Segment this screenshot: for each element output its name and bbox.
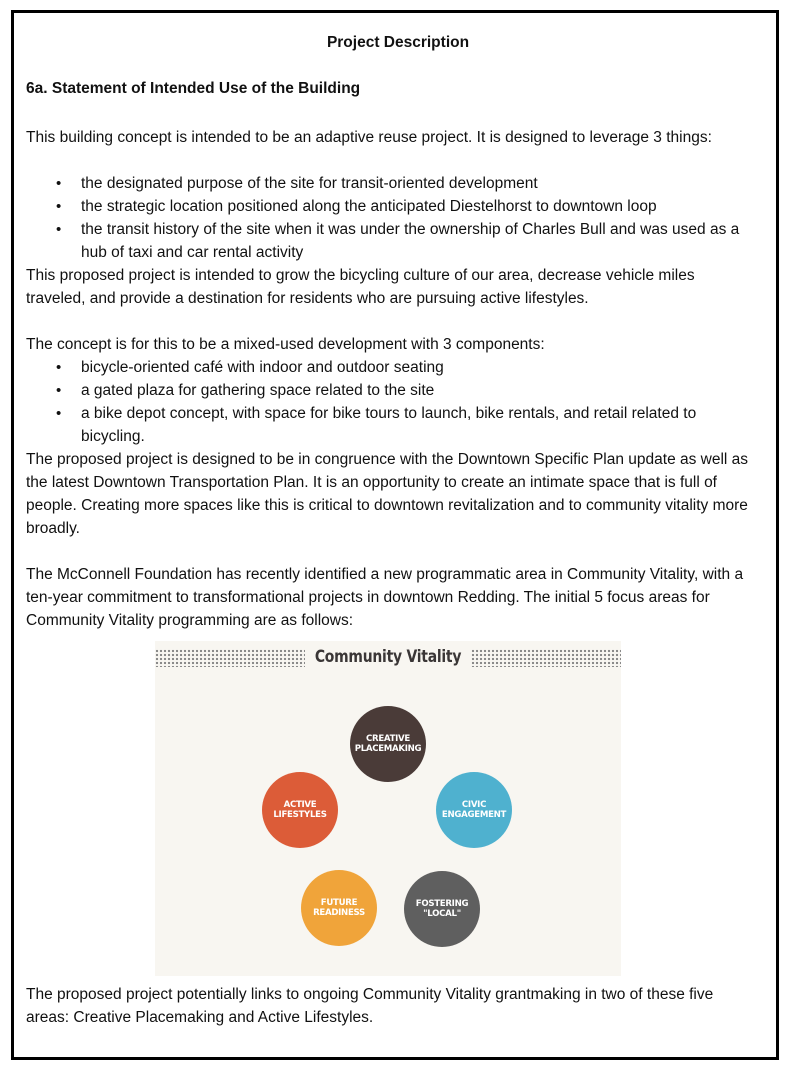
congruence-paragraph: The proposed project is designed to be in congruence with the Downtown Specific Plan update as well as the latest Downtown Transportation Plan. It is an opportunity to create an intimate space that is full of people. Creating more spaces like this is critical to downtown revitalization and to community vitality more broadly. — [26, 451, 749, 537]
leverage-list — [26, 172, 756, 264]
intro-paragraph: This building concept is intended to be an adaptive reuse project. It is designed to leverage 3 things: — [26, 129, 712, 146]
list-item: • the designated purpose of the site for transit-oriented development — [26, 172, 756, 195]
fostering-local-circle: FOSTERING "LOCAL" — [404, 871, 480, 947]
concept-paragraph: The concept is for this to be a mixed-used development with 3 components: — [26, 336, 545, 353]
section-title: 6a. Statement of Intended Use of the Building — [26, 80, 361, 97]
components-list — [26, 356, 756, 448]
future-readiness-circle: FUTURE READINESS — [301, 870, 377, 946]
graphic-title: Community Vitality — [314, 647, 462, 667]
list-item: • a gated plaza for gathering space related to the site — [26, 379, 756, 402]
list-item: • bicycle-oriented café with indoor and outdoor seating — [26, 356, 756, 379]
foundation-paragraph: The McConnell Foundation has recently identified a new programmatic area in Community Vitality, with a ten-year commitment to transformational projects in downtown Redding. The initial 5 focus areas for Community Vitality programming are as follows: — [26, 566, 744, 629]
page-title: Project Description — [326, 34, 470, 51]
closing-paragraph: The proposed project potentially links to ongoing Community Vitality grantmaking in two of these five areas: Creative Placemaking and Active Lifestyles. — [26, 986, 714, 1026]
purpose-paragraph: This proposed project is intended to grow the bicycling culture of our area, decrease vehicle miles traveled, and provide a destination for residents who are pursuing active lifestyles. — [26, 267, 695, 307]
civic-engagement-circle: CIVIC ENGAGEMENT — [436, 772, 512, 848]
community-vitality-graphic — [155, 641, 621, 976]
creative-placemaking-circle: CREATIVE PLACEMAKING — [350, 706, 426, 782]
active-lifestyles-circle: ACTIVE LIFESTYLES — [262, 772, 338, 848]
list-item: • the transit history of the site when it was under the ownership of Charles Bull and was used as a hub of taxi and car rental activity — [26, 218, 756, 264]
list-item: • a bike depot concept, with space for bike tours to launch, bike rentals, and retail related to bicycling. — [26, 402, 756, 448]
list-item: • the strategic location positioned along the anticipated Diestelhorst to downtown loop — [26, 195, 756, 218]
